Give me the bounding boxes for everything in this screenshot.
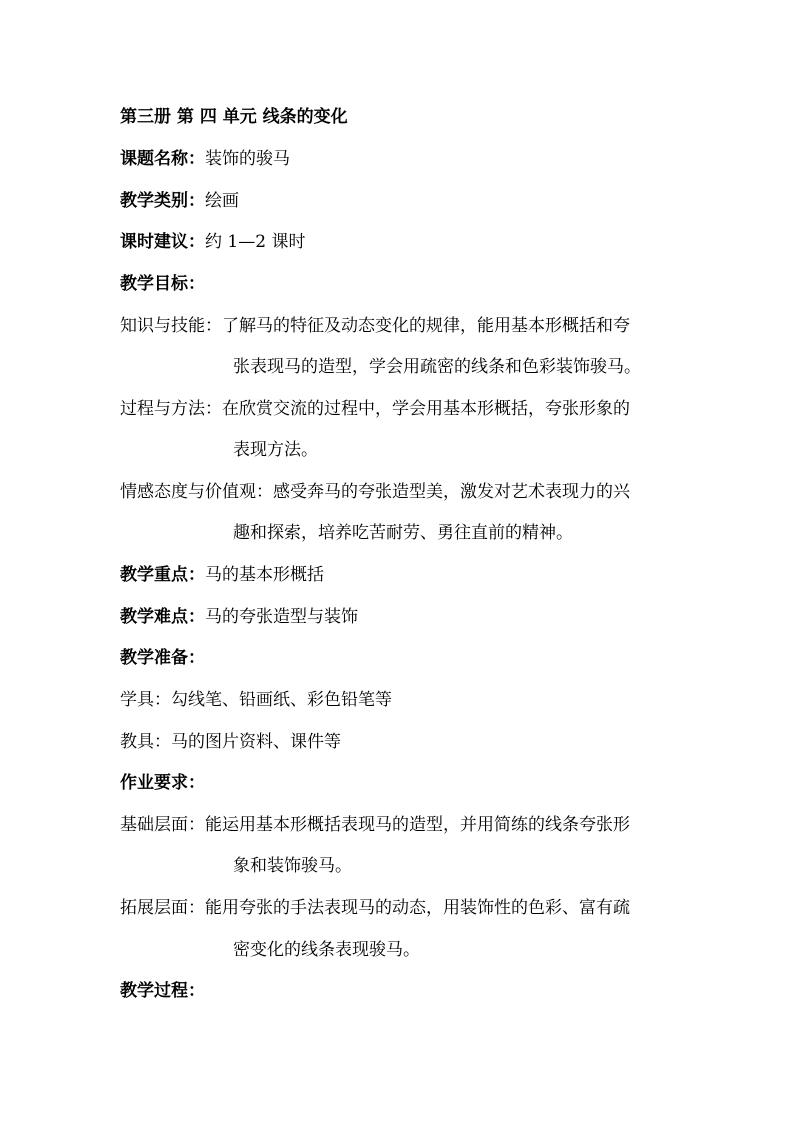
knowledge-line-1 [120, 314, 630, 338]
emotion-text-1: 感受奔马的夸张造型美，激发对艺术表现力的兴 [273, 482, 630, 502]
category-label: 教学类别： [120, 191, 205, 211]
homework-basic-text-1: 能运用基本形概括表现马的造型，并用简练的线条夸张形 [205, 815, 630, 835]
knowledge-line-2: 张表现马的造型，学会用疏密的线条和色彩装饰骏马。 [233, 357, 641, 377]
knowledge-label: 知识与技能： [120, 316, 222, 336]
homework-extended-label: 拓展层面： [120, 898, 205, 918]
process-line-2: 表现方法。 [233, 440, 318, 460]
topic-value: 装饰的骏马 [205, 149, 290, 169]
homework-basic-line-2: 象和装饰骏马。 [233, 856, 352, 876]
homework-basic-line-1 [120, 813, 630, 837]
difficulty-label: 教学难点： [120, 607, 205, 627]
process-text-1: 在欣赏交流的过程中，学会用基本形概括，夸张形象的 [222, 399, 630, 419]
emotion-line-2: 趣和探索，培养吃苦耐劳、勇往直前的精神。 [233, 523, 573, 543]
hours-value: 约 1—2 课时 [205, 232, 306, 252]
difficulty-row [120, 605, 358, 629]
teacher-materials: 教具：马的图片资料、课件等 [120, 732, 341, 752]
student-materials: 学具：勾线笔、铅画纸、彩色铅笔等 [120, 690, 392, 710]
homework-extended-line-2: 密变化的线条表现骏马。 [233, 940, 420, 960]
key-point-row [120, 563, 324, 587]
hours-row [120, 230, 305, 254]
homework-heading: 作业要求： [120, 773, 205, 793]
objectives-heading: 教学目标： [120, 274, 205, 294]
knowledge-text-1: 了解马的特征及动态变化的规律，能用基本形概括和夸 [222, 316, 630, 336]
difficulty-value: 马的夸张造型与装饰 [205, 607, 358, 627]
category-value: 绘画 [205, 191, 239, 211]
category-row [120, 189, 239, 213]
homework-extended-text-1: 能用夸张的手法表现马的动态，用装饰性的色彩、富有疏 [205, 898, 630, 918]
topic-label: 课题名称： [120, 149, 205, 169]
process-label: 过程与方法： [120, 399, 222, 419]
topic-row [120, 147, 290, 171]
process-line-1 [120, 397, 630, 421]
process-heading: 教学过程： [120, 981, 205, 1001]
homework-basic-label: 基础层面： [120, 815, 205, 835]
homework-extended-line-1 [120, 896, 630, 920]
emotion-line-1 [120, 480, 630, 504]
unit-title: 第三册 第 四 单元 线条的变化 [120, 107, 348, 127]
emotion-label: 情感态度与价值观： [120, 482, 273, 502]
key-point-label: 教学重点： [120, 565, 205, 585]
key-point-value: 马的基本形概括 [205, 565, 324, 585]
preparation-heading: 教学准备： [120, 648, 205, 668]
hours-label: 课时建议： [120, 232, 205, 252]
